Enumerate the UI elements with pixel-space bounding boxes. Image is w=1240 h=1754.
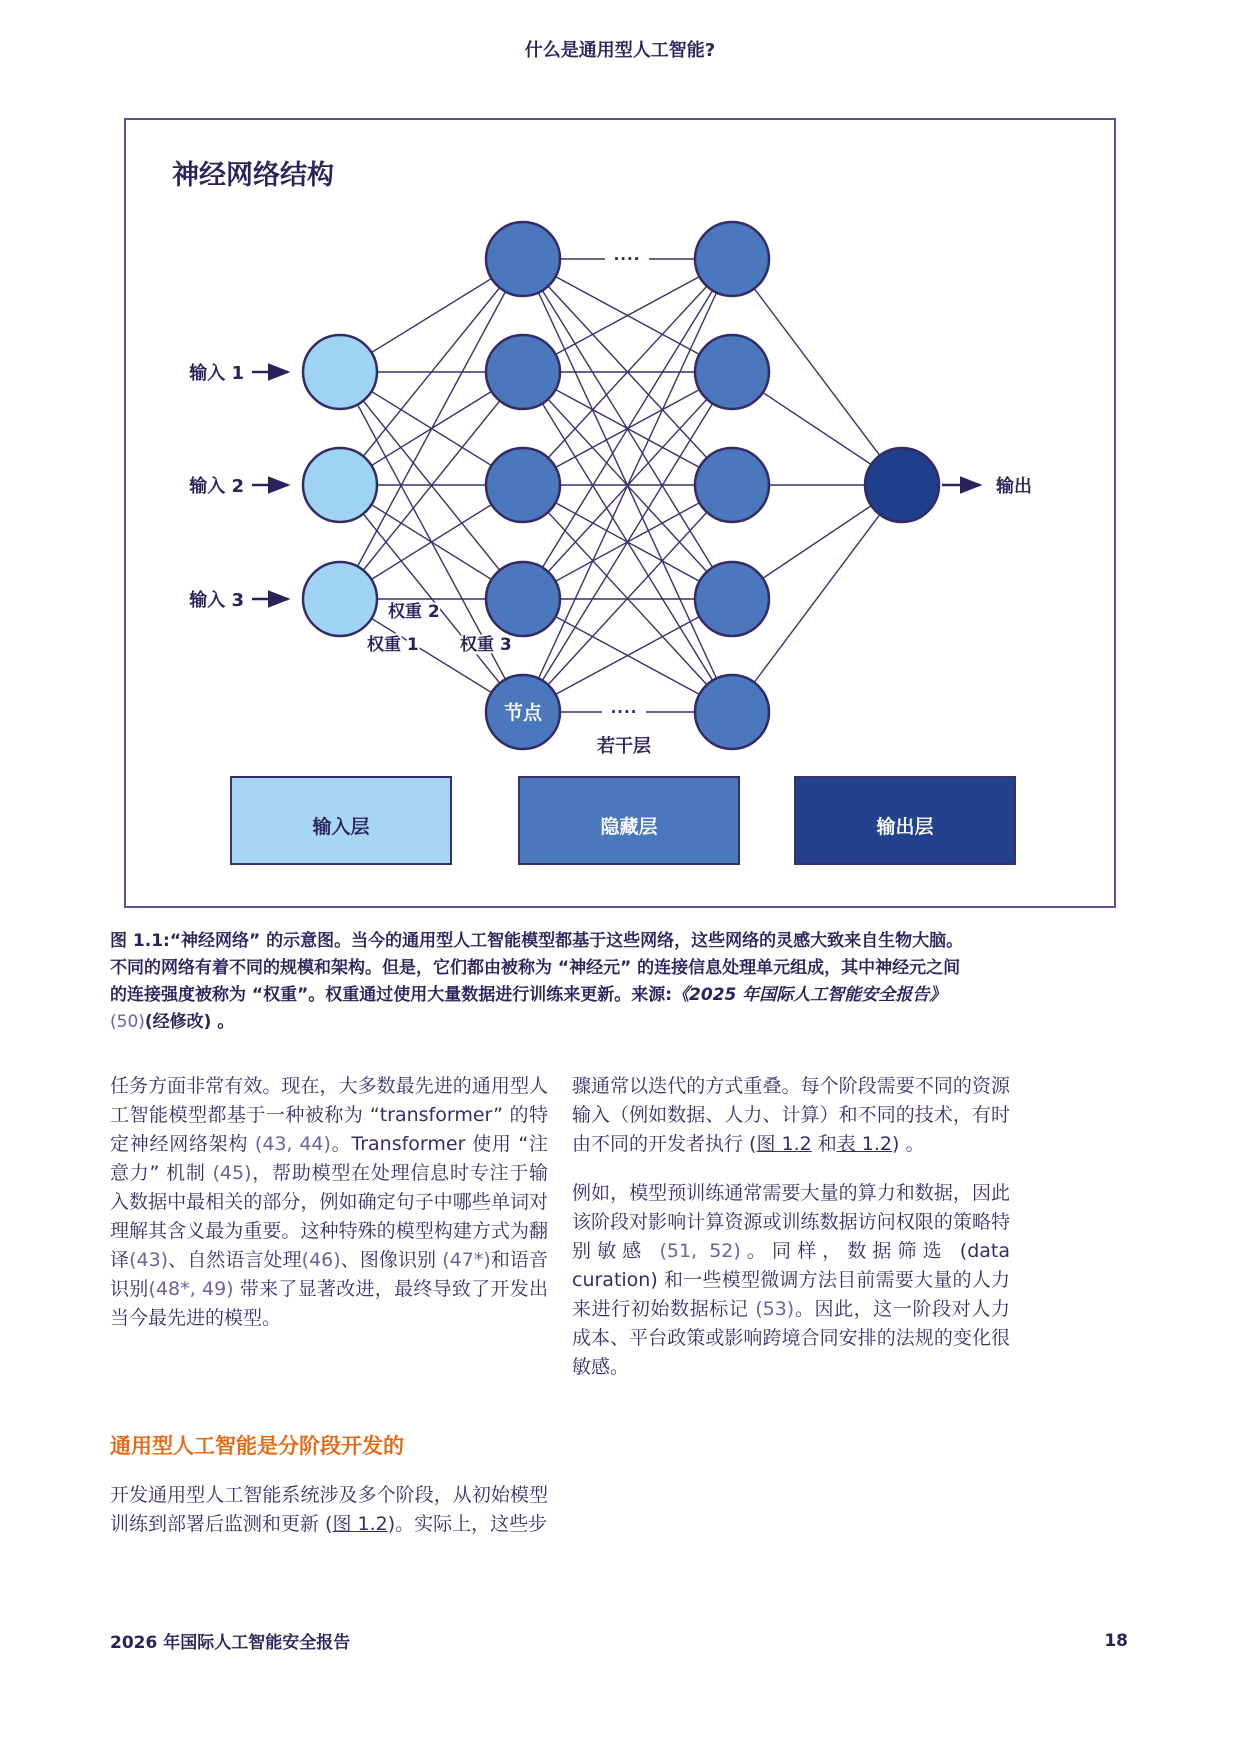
page-footer [110,1628,1128,1653]
hidden2-node-3 [695,448,769,522]
text-segment: (50) [110,1012,145,1032]
edge-line [340,259,523,599]
text-segment: ，帮助模型在处理信息时专注于输入数据中最相关的部分，例如确定句子中哪些单词对理解其含义最为重要。这种特殊的模型构建方式为翻译 [110,1162,548,1271]
body-text [110,1072,1010,1539]
input-node-1 [303,335,377,409]
output-label: 输出 [996,476,1032,497]
caption-line [110,955,1030,982]
hidden1-node-1 [486,222,560,296]
weight3-label: 权重 3 [460,635,512,655]
figure-title: 神经网络结构 [172,160,334,191]
hidden2-node-5 [695,675,769,749]
neural-network-diagram [126,120,1114,906]
left-column [110,1072,548,1539]
text-segment: (53) [755,1298,795,1320]
text-segment: 不同的网络有着不同的规模和架构。但是，它们都由被称为 “神经元” 的连接信息处理单元组成，其中神经元之间 [110,958,961,978]
hidden1-node-2 [486,335,560,409]
text-segment: 任务方面非常有效。现在，大多数最先进的通用型人工智能模型都基于一种被称为 “transformer” 的特定神经网络架构 [110,1075,548,1155]
paragraph [110,1072,548,1333]
text-segment: (45) [212,1162,252,1184]
input2-label: 输入 2 [189,476,244,497]
text-segment: (43, 44) [254,1133,331,1155]
text-segment: 。Transformer 使用 “注意力” 机制 [110,1133,548,1184]
cross-reference-link[interactable]: 表 1.2 [836,1133,893,1155]
text-segment: 开发通用型人工智能系统涉及多个阶段，从初始模型训练到部署后监测和更新 ( [110,1484,548,1535]
text-segment: (48*, 49) [148,1278,234,1300]
text-segment: ) 。 [892,1133,925,1155]
text-segment: )。实际上，这些步 [387,1513,548,1535]
layers-note: 若干层 [597,736,651,757]
hidden2-node-1 [695,222,769,296]
cross-reference-link[interactable]: 图 1.2 [332,1513,388,1535]
text-segment: (51, 52) [659,1240,741,1262]
text-segment: 、图像识别 [340,1249,443,1271]
text-segment: 、自然语言处理 [168,1249,302,1271]
output-node [865,448,939,522]
text-segment: 和 [811,1133,837,1155]
text-segment: 。因此，这一阶段对人力成本、平台政策或影响跨境合同安排的法规的变化很敏感。 [572,1298,1010,1378]
input-node-3 [303,562,377,636]
text-segment: 《2025 年国际人工智能安全报告》 [672,985,947,1005]
text-segment: (46) [301,1249,341,1271]
input3-label: 输入 3 [189,590,244,611]
weight1-label: 权重 1 [367,635,419,655]
hidden2-node-4 [695,562,769,636]
cross-reference-link[interactable]: 图 1.2 [756,1133,812,1155]
text-segment: (43) [129,1249,169,1271]
page-number: 18 [1104,1630,1128,1651]
figure-1-1-neural-network [124,118,1116,908]
svg-text:····: ···· [613,250,641,268]
section-heading: 通用型人工智能是分阶段开发的 [110,1434,404,1458]
input1-label: 输入 1 [189,363,244,384]
omitted-layers-dots-top [605,249,649,268]
svg-text:····: ···· [610,703,638,721]
output-layer-box-label: 输出层 [876,816,934,838]
paragraph [572,1072,1010,1159]
node-label: 节点 [503,702,543,724]
network-edges [340,259,902,712]
hidden-layer-box-label: 隐藏层 [600,816,658,838]
text-segment: (经修改) 。 [144,1012,235,1032]
page-header-title: 什么是通用型人工智能? [524,40,716,61]
input-node-2 [303,448,377,522]
weight2-label: 权重 2 [388,602,440,622]
hidden2-node-2 [695,335,769,409]
figure-caption [110,928,1030,1036]
text-segment: 和语音识别 [110,1249,548,1300]
footer-report-title: 2026 年国际人工智能安全报告 [110,1633,351,1653]
text-segment: (47*) [442,1249,491,1271]
paragraph [572,1179,1010,1382]
hidden1-node-4 [486,562,560,636]
text-segment: 例如，模型预训练通常需要大量的算力和数据，因此该阶段对影响计算资源或训练数据访问权限的策略特别敏感 [572,1182,1010,1262]
text-segment: 的连接强度被称为 “权重”。权重通过使用大量数据进行训练来更新。来源: [110,985,673,1005]
caption-line [110,928,1030,955]
text-segment: 图 1.1:“神经网络” 的示意图。当今的通用型人工智能模型都基于这些网络，这些网络的灵感大致来自生物大脑。 [110,931,964,951]
caption-line [110,1009,1030,1036]
right-column [572,1072,1010,1539]
caption-line [110,982,1030,1009]
paragraph [110,1481,548,1539]
hidden1-node-3 [486,448,560,522]
input-layer-box-label: 输入层 [312,816,370,838]
text-segment: 。同样，数据筛选 (data curation) 和一些模型微调方法目前需要大量的人力来进行初始数据标记 [572,1240,1011,1320]
omitted-layers-dots-bottom [602,702,646,721]
text-segment: 骤通常以迭代的方式重叠。每个阶段需要不同的资源输入（例如数据、人力、计算）和不同的技术，有时由不同的开发者执行 ( [572,1075,1010,1155]
text-segment: 带来了显著改进，最终导致了开发出当今最先进的模型。 [110,1278,548,1329]
